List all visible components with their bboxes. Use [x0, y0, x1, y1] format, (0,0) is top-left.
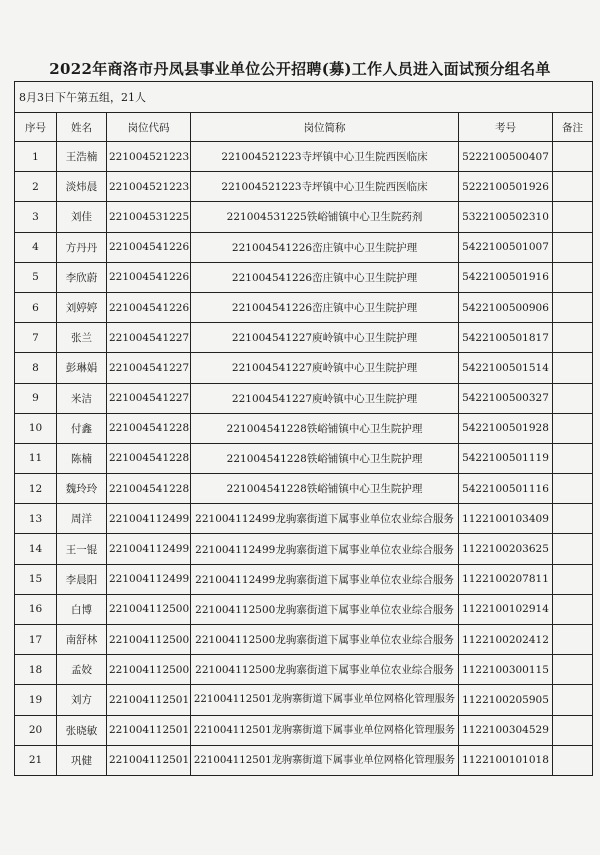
remarks-cell [553, 262, 593, 292]
exam-number-cell: 5422100501916 [459, 262, 553, 292]
name-cell: 刘佳 [57, 202, 107, 232]
position-code-cell: 221004112500 [107, 655, 191, 685]
seq-cell: 4 [15, 232, 57, 262]
name-cell: 方丹丹 [57, 232, 107, 262]
exam-number-cell: 5422100501116 [459, 474, 553, 504]
roster-table [14, 81, 593, 776]
seq-cell: 19 [15, 685, 57, 715]
seq-cell: 12 [15, 474, 57, 504]
position-name-cell: 221004112499龙驹寨街道下属事业单位农业综合服务 [191, 534, 459, 564]
position-name-cell: 221004521223寺坪镇中心卫生院西医临床 [191, 172, 459, 202]
table-row [15, 745, 593, 775]
seq-cell: 14 [15, 534, 57, 564]
name-cell: 刘婷婷 [57, 292, 107, 322]
table-row [15, 534, 593, 564]
seq-cell: 1 [15, 142, 57, 172]
remarks-cell [553, 383, 593, 413]
table-row [15, 232, 593, 262]
name-cell: 白博 [57, 594, 107, 624]
seq-cell: 13 [15, 504, 57, 534]
exam-number-cell: 1122100207811 [459, 564, 553, 594]
table-row [15, 474, 593, 504]
table-row [15, 413, 593, 443]
position-code-cell: 221004541226 [107, 262, 191, 292]
table-row [15, 202, 593, 232]
position-code-cell: 221004541228 [107, 474, 191, 504]
position-name-cell: 221004112501龙驹寨街道下属事业单位网格化管理服务 [191, 745, 459, 775]
position-name-cell: 221004541226峦庄镇中心卫生院护理 [191, 262, 459, 292]
position-code-cell: 221004112499 [107, 504, 191, 534]
seq-cell: 3 [15, 202, 57, 232]
position-code-cell: 221004521223 [107, 142, 191, 172]
remarks-cell [553, 443, 593, 473]
remarks-cell [553, 202, 593, 232]
position-name-cell: 221004112499龙驹寨街道下属事业单位农业综合服务 [191, 504, 459, 534]
remarks-cell [553, 292, 593, 322]
position-name-cell: 221004541227庾岭镇中心卫生院护理 [191, 323, 459, 353]
exam-number-cell: 5422100501119 [459, 443, 553, 473]
position-name-cell: 221004541228铁峪铺镇中心卫生院护理 [191, 474, 459, 504]
name-cell: 陈楠 [57, 443, 107, 473]
seq-cell: 17 [15, 625, 57, 655]
remarks-cell [553, 594, 593, 624]
name-cell: 巩健 [57, 745, 107, 775]
remarks-cell [553, 685, 593, 715]
remarks-cell [553, 504, 593, 534]
header-name: 姓名 [57, 113, 107, 142]
header-position-code: 岗位代码 [107, 113, 191, 142]
exam-number-cell: 5222100500407 [459, 142, 553, 172]
position-code-cell: 221004112500 [107, 625, 191, 655]
header-position-name: 岗位简称 [191, 113, 459, 142]
position-name-cell: 221004541228铁峪铺镇中心卫生院护理 [191, 413, 459, 443]
header-row [15, 113, 593, 142]
table-row [15, 594, 593, 624]
position-code-cell: 221004112499 [107, 534, 191, 564]
header-seq: 序号 [15, 113, 57, 142]
position-name-cell: 221004112500龙驹寨街道下属事业单位农业综合服务 [191, 655, 459, 685]
seq-cell: 11 [15, 443, 57, 473]
position-name-cell: 221004112501龙驹寨街道下属事业单位网格化管理服务 [191, 685, 459, 715]
seq-cell: 9 [15, 383, 57, 413]
table-row [15, 383, 593, 413]
seq-cell: 16 [15, 594, 57, 624]
position-code-cell: 221004112501 [107, 745, 191, 775]
name-cell: 张晓敏 [57, 715, 107, 745]
table-row [15, 172, 593, 202]
exam-number-cell: 5222100501926 [459, 172, 553, 202]
remarks-cell [553, 625, 593, 655]
seq-cell: 21 [15, 745, 57, 775]
exam-number-cell: 1122100300115 [459, 655, 553, 685]
table-row [15, 625, 593, 655]
header-remarks: 备注 [553, 113, 593, 142]
remarks-cell [553, 534, 593, 564]
exam-number-cell: 5322100502310 [459, 202, 553, 232]
name-cell: 南舒林 [57, 625, 107, 655]
position-name-cell: 221004112500龙驹寨街道下属事业单位农业综合服务 [191, 594, 459, 624]
seq-cell: 15 [15, 564, 57, 594]
position-code-cell: 221004521223 [107, 172, 191, 202]
position-code-cell: 221004541227 [107, 323, 191, 353]
position-code-cell: 221004541228 [107, 443, 191, 473]
remarks-cell [553, 323, 593, 353]
table-row [15, 292, 593, 322]
name-cell: 魏玲玲 [57, 474, 107, 504]
name-cell: 米洁 [57, 383, 107, 413]
exam-number-cell: 5422100500906 [459, 292, 553, 322]
table-row [15, 564, 593, 594]
position-name-cell: 221004112499龙驹寨街道下属事业单位农业综合服务 [191, 564, 459, 594]
seq-cell: 10 [15, 413, 57, 443]
position-code-cell: 221004112501 [107, 715, 191, 745]
name-cell: 张兰 [57, 323, 107, 353]
table-row [15, 353, 593, 383]
remarks-cell [553, 353, 593, 383]
table-row [15, 715, 593, 745]
position-code-cell: 221004112501 [107, 685, 191, 715]
exam-number-cell: 5422100501928 [459, 413, 553, 443]
position-code-cell: 221004541226 [107, 232, 191, 262]
seq-cell: 8 [15, 353, 57, 383]
exam-number-cell: 1122100102914 [459, 594, 553, 624]
group-info: 8月3日下午第五组，21人 [15, 82, 593, 113]
position-code-cell: 221004112500 [107, 594, 191, 624]
position-code-cell: 221004541227 [107, 383, 191, 413]
position-code-cell: 221004541228 [107, 413, 191, 443]
position-name-cell: 221004541227庾岭镇中心卫生院护理 [191, 353, 459, 383]
position-code-cell: 221004541226 [107, 292, 191, 322]
seq-cell: 18 [15, 655, 57, 685]
seq-cell: 6 [15, 292, 57, 322]
position-code-cell: 221004531225 [107, 202, 191, 232]
table-row [15, 262, 593, 292]
table-row [15, 685, 593, 715]
exam-number-cell: 5422100501514 [459, 353, 553, 383]
name-cell: 孟姣 [57, 655, 107, 685]
name-cell: 王一锟 [57, 534, 107, 564]
name-cell: 淡炜晨 [57, 172, 107, 202]
position-code-cell: 221004112499 [107, 564, 191, 594]
name-cell: 王浩楠 [57, 142, 107, 172]
remarks-cell [553, 474, 593, 504]
remarks-cell [553, 142, 593, 172]
document-title: 2022年商洛市丹凤县事业单位公开招聘(募)工作人员进入面试预分组名单 [49, 60, 551, 78]
group-info-row [15, 82, 593, 113]
name-cell: 付鑫 [57, 413, 107, 443]
remarks-cell [553, 655, 593, 685]
position-name-cell: 221004112500龙驹寨街道下属事业单位农业综合服务 [191, 625, 459, 655]
seq-cell: 2 [15, 172, 57, 202]
position-name-cell: 221004541226峦庄镇中心卫生院护理 [191, 292, 459, 322]
table-row [15, 443, 593, 473]
exam-number-cell: 1122100203625 [459, 534, 553, 564]
name-cell: 李晨阳 [57, 564, 107, 594]
position-name-cell: 221004112501龙驹寨街道下属事业单位网格化管理服务 [191, 715, 459, 745]
remarks-cell [553, 715, 593, 745]
remarks-cell [553, 564, 593, 594]
remarks-cell [553, 413, 593, 443]
remarks-cell [553, 232, 593, 262]
exam-number-cell: 1122100103409 [459, 504, 553, 534]
seq-cell: 7 [15, 323, 57, 353]
exam-number-cell: 1122100205905 [459, 685, 553, 715]
position-name-cell: 221004521223寺坪镇中心卫生院西医临床 [191, 142, 459, 172]
position-name-cell: 221004531225铁峪铺镇中心卫生院药剂 [191, 202, 459, 232]
name-cell: 刘方 [57, 685, 107, 715]
table-row [15, 142, 593, 172]
position-name-cell: 221004541227庾岭镇中心卫生院护理 [191, 383, 459, 413]
exam-number-cell: 5422100500327 [459, 383, 553, 413]
table-row [15, 504, 593, 534]
exam-number-cell: 1122100101018 [459, 745, 553, 775]
seq-cell: 5 [15, 262, 57, 292]
table-row [15, 323, 593, 353]
position-name-cell: 221004541228铁峪铺镇中心卫生院护理 [191, 443, 459, 473]
remarks-cell [553, 172, 593, 202]
name-cell: 彭琳娟 [57, 353, 107, 383]
header-exam-number: 考号 [459, 113, 553, 142]
table-row [15, 655, 593, 685]
exam-number-cell: 1122100202412 [459, 625, 553, 655]
remarks-cell [553, 745, 593, 775]
exam-number-cell: 5422100501007 [459, 232, 553, 262]
name-cell: 周洋 [57, 504, 107, 534]
exam-number-cell: 1122100304529 [459, 715, 553, 745]
seq-cell: 20 [15, 715, 57, 745]
exam-number-cell: 5422100501817 [459, 323, 553, 353]
position-name-cell: 221004541226峦庄镇中心卫生院护理 [191, 232, 459, 262]
name-cell: 李欣蔚 [57, 262, 107, 292]
position-code-cell: 221004541227 [107, 353, 191, 383]
